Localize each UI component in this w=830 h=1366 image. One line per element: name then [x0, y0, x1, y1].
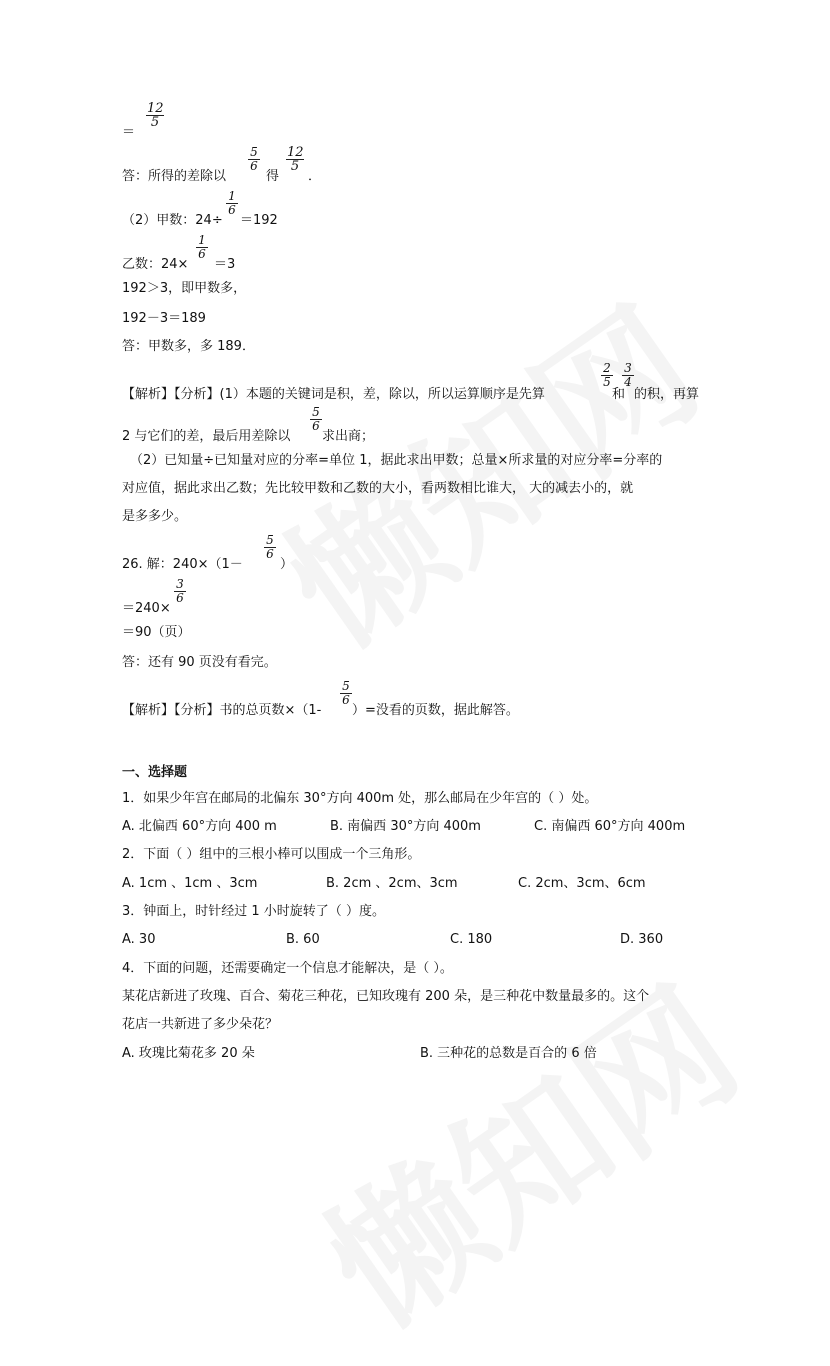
equals-sign: ＝ — [122, 125, 136, 140]
question-4-text-1: 某花店新进了玫瑰、百合、菊花三种花，已知玫瑰有 200 朵，是三种花中数量最多的。这个 — [122, 989, 650, 1004]
section-title: 一、选择题 — [122, 765, 188, 780]
analysis-1-part-a: 【解析】【分析】(1）本题的关键词是积，差，除以，所以运算顺序是先算 — [122, 387, 545, 402]
question-4-option-b[interactable]: B. 三种花的总数是百合的 6 倍 — [420, 1046, 597, 1061]
yi-calc-b: ＝3 — [214, 257, 236, 272]
question-1-option-b[interactable]: B. 南偏西 30°方向 400m — [330, 819, 481, 834]
question-3: 3．钟面上，时针经过 1 小时旋转了（ ）度。 — [122, 904, 385, 919]
fraction-3-6: $\frac{3}{6}$ — [174, 578, 186, 605]
answer-1-part-b: 得 — [266, 169, 280, 184]
question-2-option-b[interactable]: B. 2cm 、2cm、3cm — [326, 876, 458, 891]
q26-line-c: ＝240× — [122, 601, 171, 616]
question-2-option-a[interactable]: A. 1cm 、1cm 、3cm — [122, 876, 258, 891]
question-2-option-c[interactable]: C. 2cm、3cm、6cm — [518, 876, 646, 891]
answer-1-part-c: ． — [308, 169, 322, 184]
jia-calc-a: （2）甲数：24÷ — [122, 213, 223, 228]
question-1: 1．如果少年宫在邮局的北偏东 30°方向 400m 处，那么邮局在少年宫的（ ）处。 — [122, 791, 598, 806]
analysis-3: （2）已知量÷已知量对应的分率=单位 1，据此求出甲数；总量×所求量的对应分率=分率的 — [130, 453, 663, 468]
difference-line: 192－3＝189 — [122, 311, 206, 326]
fraction-12-5: $\frac{12}{5}$ — [147, 101, 164, 130]
q26-answer: 答：还有 90 页没有看完。 — [122, 655, 277, 670]
question-1-option-c[interactable]: C. 南偏西 60°方向 400m — [534, 819, 686, 834]
analysis-1-part-b: 和 — [612, 387, 626, 402]
question-3-option-d[interactable]: D. 360 — [620, 932, 664, 947]
question-3-option-b[interactable]: B. 60 — [286, 932, 320, 947]
fraction-1-6-jia: $\frac{1}{6}$ — [226, 190, 238, 217]
fraction-5-6-analysis6: $\frac{5}{6}$ — [340, 680, 352, 707]
question-2: 2．下面（ ）组中的三根小棒可以围成一个三角形。 — [122, 847, 421, 862]
jia-calc-b: ＝192 — [240, 213, 278, 228]
analysis-2-part-a: 2 与它们的差，最后用差除以 — [122, 429, 291, 444]
question-3-option-c[interactable]: C. 180 — [450, 932, 493, 947]
question-4-option-a[interactable]: A. 玫瑰比菊花多 20 朵 — [122, 1046, 255, 1061]
question-1-option-a[interactable]: A. 北偏西 60°方向 400 m — [122, 819, 277, 834]
fraction-12-5-answer: $\frac{12}{5}$ — [287, 145, 304, 174]
yi-calc-a: 乙数：24× — [122, 257, 189, 272]
analysis-6-part-a: 【解析】【分析】书的总页数×（1- — [122, 703, 322, 718]
question-4-text-2: 花店一共新进了多少朵花？ — [122, 1017, 279, 1032]
fraction-5-6-q26: $\frac{5}{6}$ — [264, 534, 276, 561]
q26-line-d: ＝90（页） — [122, 625, 191, 640]
analysis-5: 是多多少。 — [122, 509, 188, 524]
analysis-2-part-b: 求出商； — [322, 429, 375, 444]
fraction-3-4: $\frac{3}{4}$ — [622, 362, 634, 389]
question-4: 4．下面的问题，还需要确定一个信息才能解决，是（ ）。 — [122, 961, 453, 976]
analysis-6-part-b: ）=没看的页数，据此解答。 — [352, 703, 519, 718]
fraction-1-6-yi: $\frac{1}{6}$ — [196, 234, 208, 261]
fraction-2-5: $\frac{2}{5}$ — [601, 362, 613, 389]
answer-1-part-a: 答：所得的差除以 — [122, 169, 227, 184]
fraction-5-6: $\frac{5}{6}$ — [248, 146, 260, 173]
analysis-1-part-c: 的积，再算 — [634, 387, 700, 402]
q26-line-a: 26. 解：240×（1－ — [122, 557, 243, 572]
answer-2: 答：甲数多，多 189． — [122, 339, 255, 354]
compare-line: 192＞3，即甲数多， — [122, 281, 247, 296]
analysis-4: 对应值，据此求出乙数；先比较甲数和乙数的大小，看两数相比谁大， 大的减去小的，就 — [122, 481, 634, 496]
q26-line-b: ） — [280, 557, 294, 572]
fraction-5-6-analysis: $\frac{5}{6}$ — [310, 406, 322, 433]
question-3-option-a[interactable]: A. 30 — [122, 932, 156, 947]
